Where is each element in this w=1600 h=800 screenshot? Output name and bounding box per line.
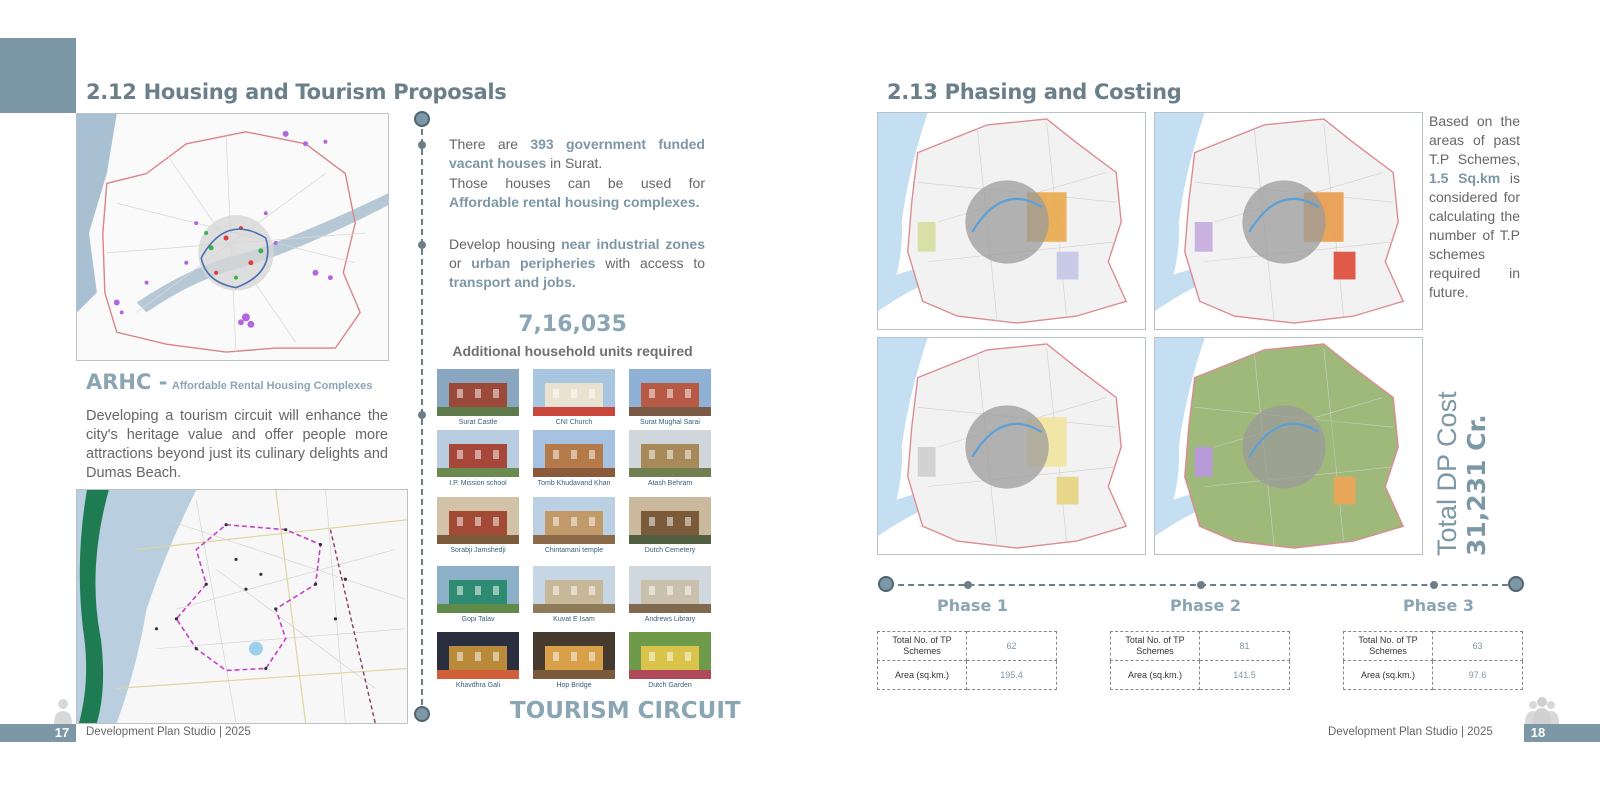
fact-text: There are [449, 136, 531, 152]
heritage-caption: Surat Castle [458, 419, 498, 426]
phase-node-end [1508, 576, 1524, 592]
value-schemes: 62 [967, 632, 1057, 661]
heritage-caption: Kuvat E Isam [553, 616, 595, 623]
page-number: 17 [54, 725, 70, 740]
timeline-dot [418, 241, 426, 249]
arhc-heading [86, 370, 372, 394]
fact-highlight: transport and jobs. [449, 274, 576, 290]
timeline-node-bottom [414, 706, 430, 722]
heritage-photo [533, 369, 615, 416]
heritage-caption: I.P. Mission school [449, 480, 507, 487]
phase-dot [1197, 581, 1205, 589]
heritage-caption: Chintamani temple [544, 547, 604, 554]
corner-block [0, 38, 76, 113]
fact-highlight: Affordable rental housing complexes. [449, 194, 700, 210]
heritage-caption: Khavdhra Gali [455, 682, 501, 689]
phase-map [1154, 337, 1423, 555]
timeline-dot [418, 141, 426, 149]
phase-title: Phase 1 [937, 596, 1008, 615]
fact-text: Develop housing [449, 236, 562, 252]
heritage-photo [437, 632, 519, 679]
label-schemes: Total No. of TP Schemes [878, 632, 967, 661]
footer-text: Development Plan Studio | 2025 [86, 726, 251, 738]
value-area: 97.6 [1433, 661, 1523, 690]
units-value: 7,16,035 [518, 312, 627, 337]
fact-develop-housing [449, 235, 705, 292]
total-dp-cost-label: Total DP Cost [1432, 391, 1462, 556]
label-area: Area (sq.km.) [1344, 661, 1433, 690]
housing-map [76, 113, 389, 361]
heritage-caption: Tomb Khudavand Khan [537, 480, 611, 487]
fact-highlight: near industrial zones [561, 236, 705, 252]
timeline-node-top [414, 111, 430, 127]
phase-map [1154, 112, 1423, 330]
heritage-photo [629, 566, 711, 613]
heritage-photo [533, 430, 615, 477]
fact-text: Those houses can be used for [449, 175, 705, 191]
phase-node-start [878, 576, 894, 592]
value-schemes: 81 [1200, 632, 1290, 661]
heritage-photo [437, 430, 519, 477]
heritage-caption: Sorabji Jamshedji [450, 547, 506, 554]
phase-map [877, 112, 1146, 330]
fact-text: with access to [595, 255, 705, 271]
units-label: Additional household units required [452, 343, 693, 359]
heritage-photo [629, 369, 711, 416]
heritage-caption: CNI Church [555, 419, 593, 426]
heritage-caption: Hop Bridge [556, 682, 592, 689]
heritage-photo [437, 369, 519, 416]
people-group-icon [1524, 696, 1560, 724]
tourism-paragraph: Developing a tourism circuit will enhance the city's heritage value and offer people more attractions beyond just its culinary delights and Dumas Beach. [86, 408, 388, 481]
phase-table [877, 631, 1057, 690]
phase-dot [1430, 581, 1438, 589]
phase-title: Phase 2 [1170, 596, 1241, 615]
arhc-full-name: Affordable Rental Housing Complexes [171, 380, 373, 392]
phase-title: Phase 3 [1403, 596, 1474, 615]
tourism-circuit-title: TOURISM CIRCUIT [510, 698, 741, 724]
fact-text: in Surat. [546, 155, 603, 171]
fact-highlight: 393 government funded vacant houses [449, 136, 705, 171]
label-schemes: Total No. of TP Schemes [1344, 632, 1433, 661]
heritage-caption: Atash Behram [647, 480, 693, 487]
value-schemes: 63 [1433, 632, 1523, 661]
total-dp-cost-value: 31,231 Cr. [1462, 414, 1491, 556]
scheme-area-note [1429, 112, 1520, 302]
heritage-photo [533, 497, 615, 544]
label-schemes: Total No. of TP Schemes [1111, 632, 1200, 661]
value-area: 195.4 [967, 661, 1057, 690]
heritage-caption: Surat Mughal Sarai [640, 419, 700, 426]
heritage-caption: Dutch Garden [648, 682, 692, 689]
heritage-caption: Gopi Talav [461, 616, 495, 623]
phase-map [877, 337, 1146, 555]
heritage-photo [437, 566, 519, 613]
section-title-housing: 2.12 Housing and Tourism Proposals [86, 80, 507, 104]
arhc-label: ARHC - [86, 370, 168, 394]
heritage-photo [629, 497, 711, 544]
fact-text: or [449, 255, 472, 271]
heritage-photo [437, 497, 519, 544]
heritage-caption: Dutch Cemetery [644, 547, 696, 554]
label-area: Area (sq.km.) [1111, 661, 1200, 690]
fact-highlight: urban peripheries [471, 255, 596, 271]
heritage-photo [629, 632, 711, 679]
footer-text: Development Plan Studio | 2025 [1328, 726, 1493, 738]
fact-vacant-houses [449, 135, 705, 173]
timeline-dot [418, 411, 426, 419]
value-area: 141.5 [1200, 661, 1290, 690]
label-area: Area (sq.km.) [878, 661, 967, 690]
phase-table [1343, 631, 1523, 690]
note-text: is considered for calculating the number of T.P schemes required in future. [1429, 170, 1520, 300]
heritage-photo [533, 632, 615, 679]
section-title-phasing: 2.13 Phasing and Costing [887, 80, 1182, 104]
note-highlight: 1.5 Sq.km [1429, 170, 1501, 186]
phase-table [1110, 631, 1290, 690]
tourism-circuit-map [76, 489, 408, 724]
heritage-photo [533, 566, 615, 613]
fact-affordable-rental [449, 174, 705, 212]
heritage-caption: Andrews Library [644, 616, 696, 623]
people-icon [52, 698, 74, 724]
heritage-photo [629, 430, 711, 477]
phase-dot [964, 581, 972, 589]
page-number: 18 [1530, 725, 1546, 740]
note-text: Based on the areas of past T.P Schemes, [1429, 113, 1520, 167]
